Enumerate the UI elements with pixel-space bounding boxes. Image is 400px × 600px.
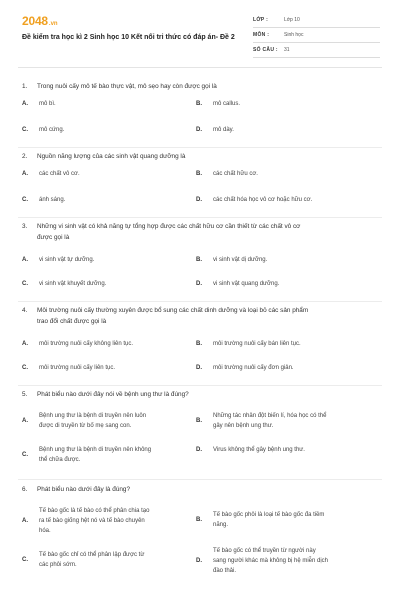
answer-option[interactable] bbox=[22, 339, 192, 349]
option-text-line: các chất vô cơ. bbox=[39, 171, 80, 177]
option-letter: D. bbox=[196, 127, 202, 133]
answer-option[interactable] bbox=[196, 510, 366, 530]
answer-option[interactable] bbox=[22, 506, 192, 536]
meta-count-label: SỐ CÂU : bbox=[253, 47, 278, 53]
question-item bbox=[22, 484, 382, 574]
option-text bbox=[39, 125, 189, 135]
option-text-line: Virus không thể gây bệnh ung thư. bbox=[213, 447, 305, 453]
option-letter: C. bbox=[22, 281, 28, 287]
option-text-line: vi sinh vật tự dưỡng. bbox=[39, 257, 95, 263]
option-letter: C. bbox=[22, 197, 28, 203]
option-letter: D. bbox=[196, 197, 202, 203]
option-text-line: Bệnh ung thư là bệnh di truyền nên không bbox=[39, 447, 152, 453]
option-text-line: vi sinh vật quang dưỡng. bbox=[213, 281, 280, 287]
option-text-line: môi trường nuôi cấy bán liên tục. bbox=[213, 341, 301, 347]
option-letter: A. bbox=[22, 101, 28, 107]
answer-option[interactable] bbox=[22, 125, 192, 135]
document-title: Đề kiểm tra học kì 2 Sinh học 10 Kết nối tri thức có đáp án- Đề 2 bbox=[22, 34, 235, 41]
question-divider bbox=[18, 301, 382, 302]
answer-option[interactable] bbox=[196, 125, 366, 135]
question-divider bbox=[18, 479, 382, 480]
header-divider bbox=[18, 67, 382, 68]
question-text-line: Phát biểu nào dưới đây là đúng? bbox=[37, 486, 131, 493]
option-letter: C. bbox=[22, 365, 28, 371]
question-text-line: Những vi sinh vật có khả năng tự tổng hợp được các chất hữu cơ cần thiết từ các chất vô cơ bbox=[37, 223, 301, 230]
option-text bbox=[213, 546, 363, 576]
option-text-line: môi trường nuôi cấy liên tục. bbox=[39, 365, 115, 371]
question-divider bbox=[18, 147, 382, 148]
option-text-line: môi trường nuôi cấy không liên tục. bbox=[39, 341, 133, 347]
option-text-line: hóa. bbox=[39, 528, 51, 534]
option-text bbox=[39, 195, 189, 205]
meta-subject-value: Sinh học bbox=[284, 32, 304, 38]
option-text-line: Những tác nhân đột biến lí, hóa học có thể bbox=[213, 413, 327, 419]
question-number: 1. bbox=[22, 83, 28, 90]
option-text bbox=[39, 169, 189, 179]
answer-option[interactable] bbox=[22, 169, 192, 179]
option-text-line: Tế bào gốc là tế bào có thể phân chia tạo bbox=[39, 508, 150, 514]
option-text-line: mô dày. bbox=[213, 127, 234, 133]
answer-option[interactable] bbox=[196, 411, 366, 431]
answer-option[interactable] bbox=[196, 99, 366, 109]
logo-domain: .vn bbox=[48, 21, 58, 27]
option-text-line: đào thải. bbox=[213, 568, 237, 574]
answer-option[interactable] bbox=[196, 339, 366, 349]
question-number: 3. bbox=[22, 223, 28, 230]
option-text bbox=[213, 339, 363, 349]
option-letter: A. bbox=[22, 418, 28, 424]
question-number: 2. bbox=[22, 153, 28, 160]
answer-option[interactable] bbox=[22, 363, 192, 373]
meta-count-value: 31 bbox=[284, 47, 290, 53]
question-stem bbox=[22, 305, 382, 327]
option-letter: C. bbox=[22, 452, 28, 458]
question-item bbox=[22, 221, 382, 287]
option-letter: A. bbox=[22, 257, 28, 263]
answer-option[interactable] bbox=[196, 363, 366, 373]
option-text bbox=[213, 125, 363, 135]
logo-text: 2048 bbox=[22, 14, 48, 28]
meta-class-row bbox=[253, 13, 380, 28]
option-text-line: được di truyền từ bố mẹ sang con. bbox=[39, 423, 132, 429]
answer-option[interactable] bbox=[196, 279, 366, 289]
question-number: 6. bbox=[22, 486, 28, 493]
answer-option[interactable] bbox=[22, 445, 192, 465]
question-divider bbox=[18, 217, 382, 218]
option-text bbox=[213, 99, 363, 109]
answer-option[interactable] bbox=[22, 195, 192, 205]
answer-option[interactable] bbox=[22, 255, 192, 265]
option-letter: A. bbox=[22, 341, 28, 347]
option-text bbox=[39, 99, 189, 109]
answer-option[interactable] bbox=[22, 550, 192, 570]
answer-option[interactable] bbox=[22, 411, 192, 431]
option-text bbox=[213, 169, 363, 179]
option-letter: D. bbox=[196, 365, 202, 371]
option-text-line: các phôi sớm. bbox=[39, 562, 77, 568]
meta-subject-label: MÔN : bbox=[253, 32, 270, 38]
option-text bbox=[213, 445, 363, 455]
answer-option[interactable] bbox=[196, 255, 366, 265]
option-text-line: Tế bào gốc có thể truyền từ người này bbox=[213, 548, 316, 554]
question-stem bbox=[22, 221, 382, 243]
option-text-line: thể chữa được. bbox=[39, 457, 81, 463]
option-letter: B. bbox=[196, 418, 202, 424]
option-text bbox=[39, 255, 189, 265]
question-stem bbox=[22, 151, 382, 162]
option-text bbox=[39, 339, 189, 349]
meta-count-row bbox=[253, 43, 380, 58]
option-letter: D. bbox=[196, 558, 202, 564]
option-text-line: gây nên bệnh ung thư. bbox=[213, 423, 274, 429]
option-text-line: ra tế bào giống hệt nó và tế bào chuyên bbox=[39, 518, 145, 524]
option-letter: B. bbox=[196, 257, 202, 263]
option-text-line: Tế bào gốc chỉ có thể phân lập được từ bbox=[39, 552, 145, 558]
option-letter: B. bbox=[196, 101, 202, 107]
option-text bbox=[213, 279, 363, 289]
option-letter: B. bbox=[196, 517, 202, 523]
document-header bbox=[0, 0, 400, 62]
option-text bbox=[39, 506, 189, 536]
question-item bbox=[22, 305, 382, 371]
option-text bbox=[39, 550, 189, 570]
option-text-line: mô bì. bbox=[39, 101, 56, 107]
question-text-line: được gọi là bbox=[37, 234, 70, 241]
option-text-line: mô callus. bbox=[213, 101, 241, 107]
option-letter: B. bbox=[196, 171, 202, 177]
question-text-line: trao đổi chất được gọi là bbox=[37, 318, 107, 325]
option-text-line: vi sinh vật khuyết dưỡng. bbox=[39, 281, 107, 287]
answer-option[interactable] bbox=[196, 445, 366, 455]
question-stem bbox=[22, 484, 382, 495]
option-text-line: năng. bbox=[213, 522, 229, 528]
question-number: 4. bbox=[22, 307, 28, 314]
meta-class-value: Lớp 10 bbox=[284, 17, 300, 23]
question-item bbox=[22, 389, 382, 463]
option-text-line: các chất hóa học vô cơ hoặc hữu cơ. bbox=[213, 197, 313, 203]
option-letter: A. bbox=[22, 171, 28, 177]
option-text-line: các chất hữu cơ. bbox=[213, 171, 258, 177]
option-letter: A. bbox=[22, 518, 28, 524]
option-text bbox=[213, 363, 363, 373]
question-item bbox=[22, 81, 382, 133]
option-text bbox=[39, 363, 189, 373]
option-text-line: vi sinh vật dị dưỡng. bbox=[213, 257, 268, 263]
question-text-line: Môi trường nuôi cấy thường xuyên được bổ sung các chất dinh dưỡng và loại bỏ các sản phẩm bbox=[37, 307, 309, 314]
option-text-line: mô cứng. bbox=[39, 127, 65, 133]
option-text-line: Bệnh ung thư là bệnh di truyền nên luôn bbox=[39, 413, 147, 419]
answer-option[interactable] bbox=[196, 546, 366, 576]
option-letter: B. bbox=[196, 341, 202, 347]
option-text bbox=[213, 510, 363, 530]
question-item bbox=[22, 151, 382, 203]
option-letter: C. bbox=[22, 557, 28, 563]
question-stem bbox=[22, 389, 382, 400]
document-meta bbox=[253, 13, 380, 58]
meta-subject-row bbox=[253, 28, 380, 43]
option-text bbox=[213, 195, 363, 205]
option-text-line: sang người khác mà không bị hệ miễn dịch bbox=[213, 558, 329, 564]
option-text bbox=[39, 411, 189, 431]
site-logo[interactable] bbox=[22, 14, 58, 28]
question-text-line: Nguồn năng lượng của các sinh vật quang dưỡng là bbox=[37, 153, 186, 160]
option-text-line: Tế bào gốc phôi là loại tế bào gốc đa tiềm bbox=[213, 512, 325, 518]
question-stem bbox=[22, 81, 382, 92]
answer-option[interactable] bbox=[22, 279, 192, 289]
answer-option[interactable] bbox=[22, 99, 192, 109]
option-text bbox=[213, 255, 363, 265]
option-text bbox=[213, 411, 363, 431]
question-text-line: Phát biểu nào dưới đây nói về bệnh ung thư là đúng? bbox=[37, 391, 189, 398]
option-text bbox=[39, 445, 189, 465]
question-number: 5. bbox=[22, 391, 28, 398]
question-divider bbox=[18, 385, 382, 386]
answer-option[interactable] bbox=[196, 195, 366, 205]
option-text bbox=[39, 279, 189, 289]
answer-option[interactable] bbox=[196, 169, 366, 179]
option-text-line: ánh sáng. bbox=[39, 197, 66, 203]
meta-class-label: LỚP : bbox=[253, 17, 269, 23]
option-letter: D. bbox=[196, 447, 202, 453]
option-letter: D. bbox=[196, 281, 202, 287]
option-letter: C. bbox=[22, 127, 28, 133]
question-text-line: Trong nuôi cấy mô tế bào thực vật, mô sẹo hay còn được gọi là bbox=[37, 83, 217, 90]
option-text-line: môi trường nuôi cấy đơn giản. bbox=[213, 365, 294, 371]
